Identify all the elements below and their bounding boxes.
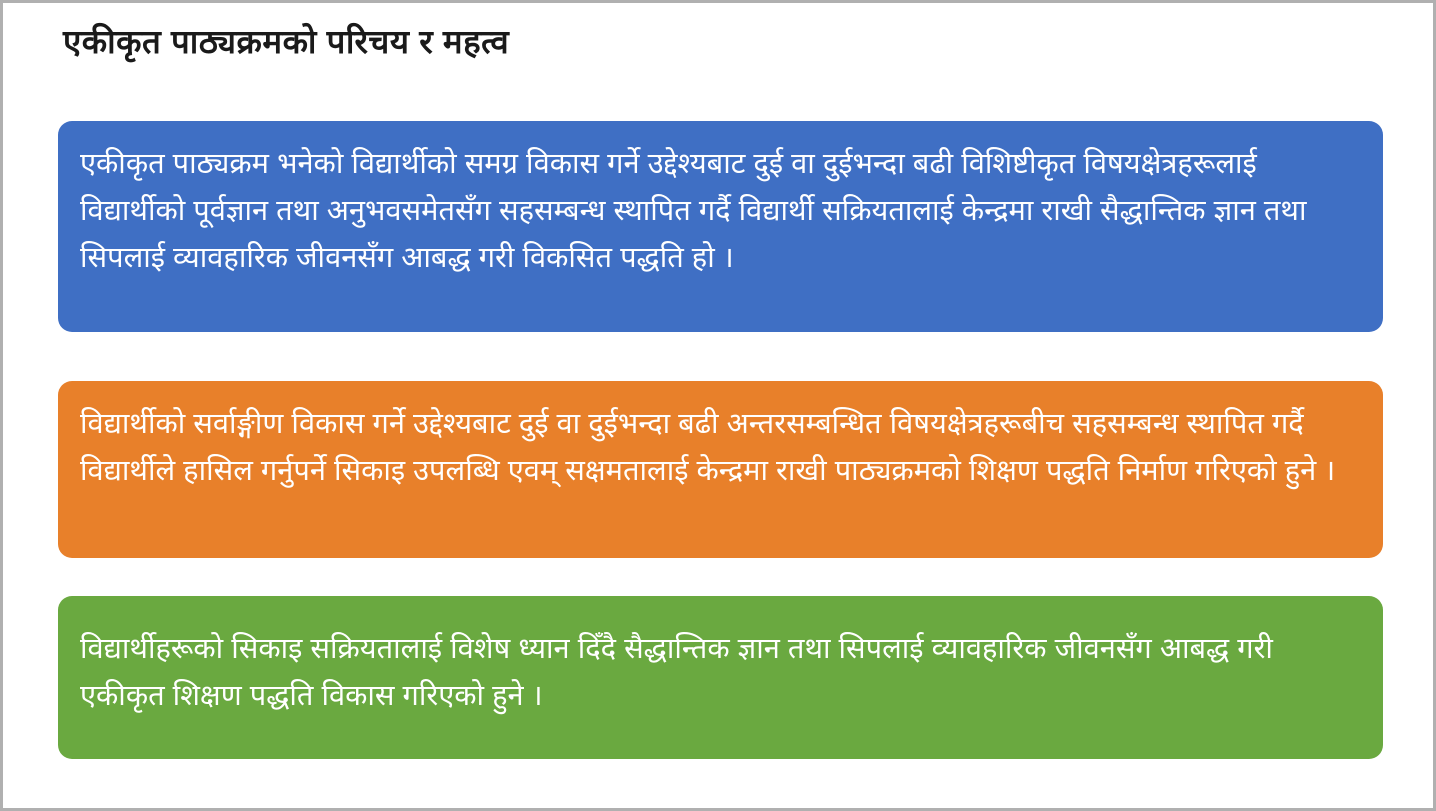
content-block-green: [58, 596, 1383, 759]
content-block-orange: [58, 381, 1383, 558]
content-block-orange-text: विद्यार्थीको सर्वाङ्गीण विकास गर्ने उद्देश्यबाट दुई वा दुईभन्दा बढी अन्तरसम्बन्धित विषयक्षेत्रहरूबीच सहसम्बन्ध स्थापित गर्दै विद्यार्थीले हासिल गर्नुपर्ने सिकाइ उपलब्धि एवम् सक्षमतालाई केन्द्रमा राखी पाठ्यक्रमको शिक्षण पद्धति निर्माण गरिएको हुने ।: [80, 408, 1336, 487]
page-title: एकीकृत पाठ्यक्रमको परिचय र महत्व: [63, 23, 510, 60]
content-block-blue-text: एकीकृत पाठ्यक्रम भनेको विद्यार्थीको समग्र विकास गर्ने उद्देश्यबाट दुई वा दुईभन्दा बढी विशिष्टीकृत विषयक्षेत्रहरूलाई विद्यार्थीको पूर्वज्ञान तथा अनुभवसमेतसँग सहसम्बन्ध स्थापित गर्दै विद्यार्थी सक्रियतालाई केन्द्रमा राखी सैद्धान्तिक ज्ञान तथा सिपलाई व्यावहारिक जीवनसँग आबद्ध गरी विकसित पद्धति हो ।: [80, 148, 1307, 274]
content-block-blue: [58, 121, 1383, 332]
content-block-green-text: विद्यार्थीहरूको सिकाइ सक्रियतालाई विशेष ध्यान दिँदै सैद्धान्तिक ज्ञान तथा सिपलाई व्यावहारिक जीवनसँग आबद्ध गरी एकीकृत शिक्षण पद्धति विकास गरिएको हुने ।: [80, 633, 1273, 712]
